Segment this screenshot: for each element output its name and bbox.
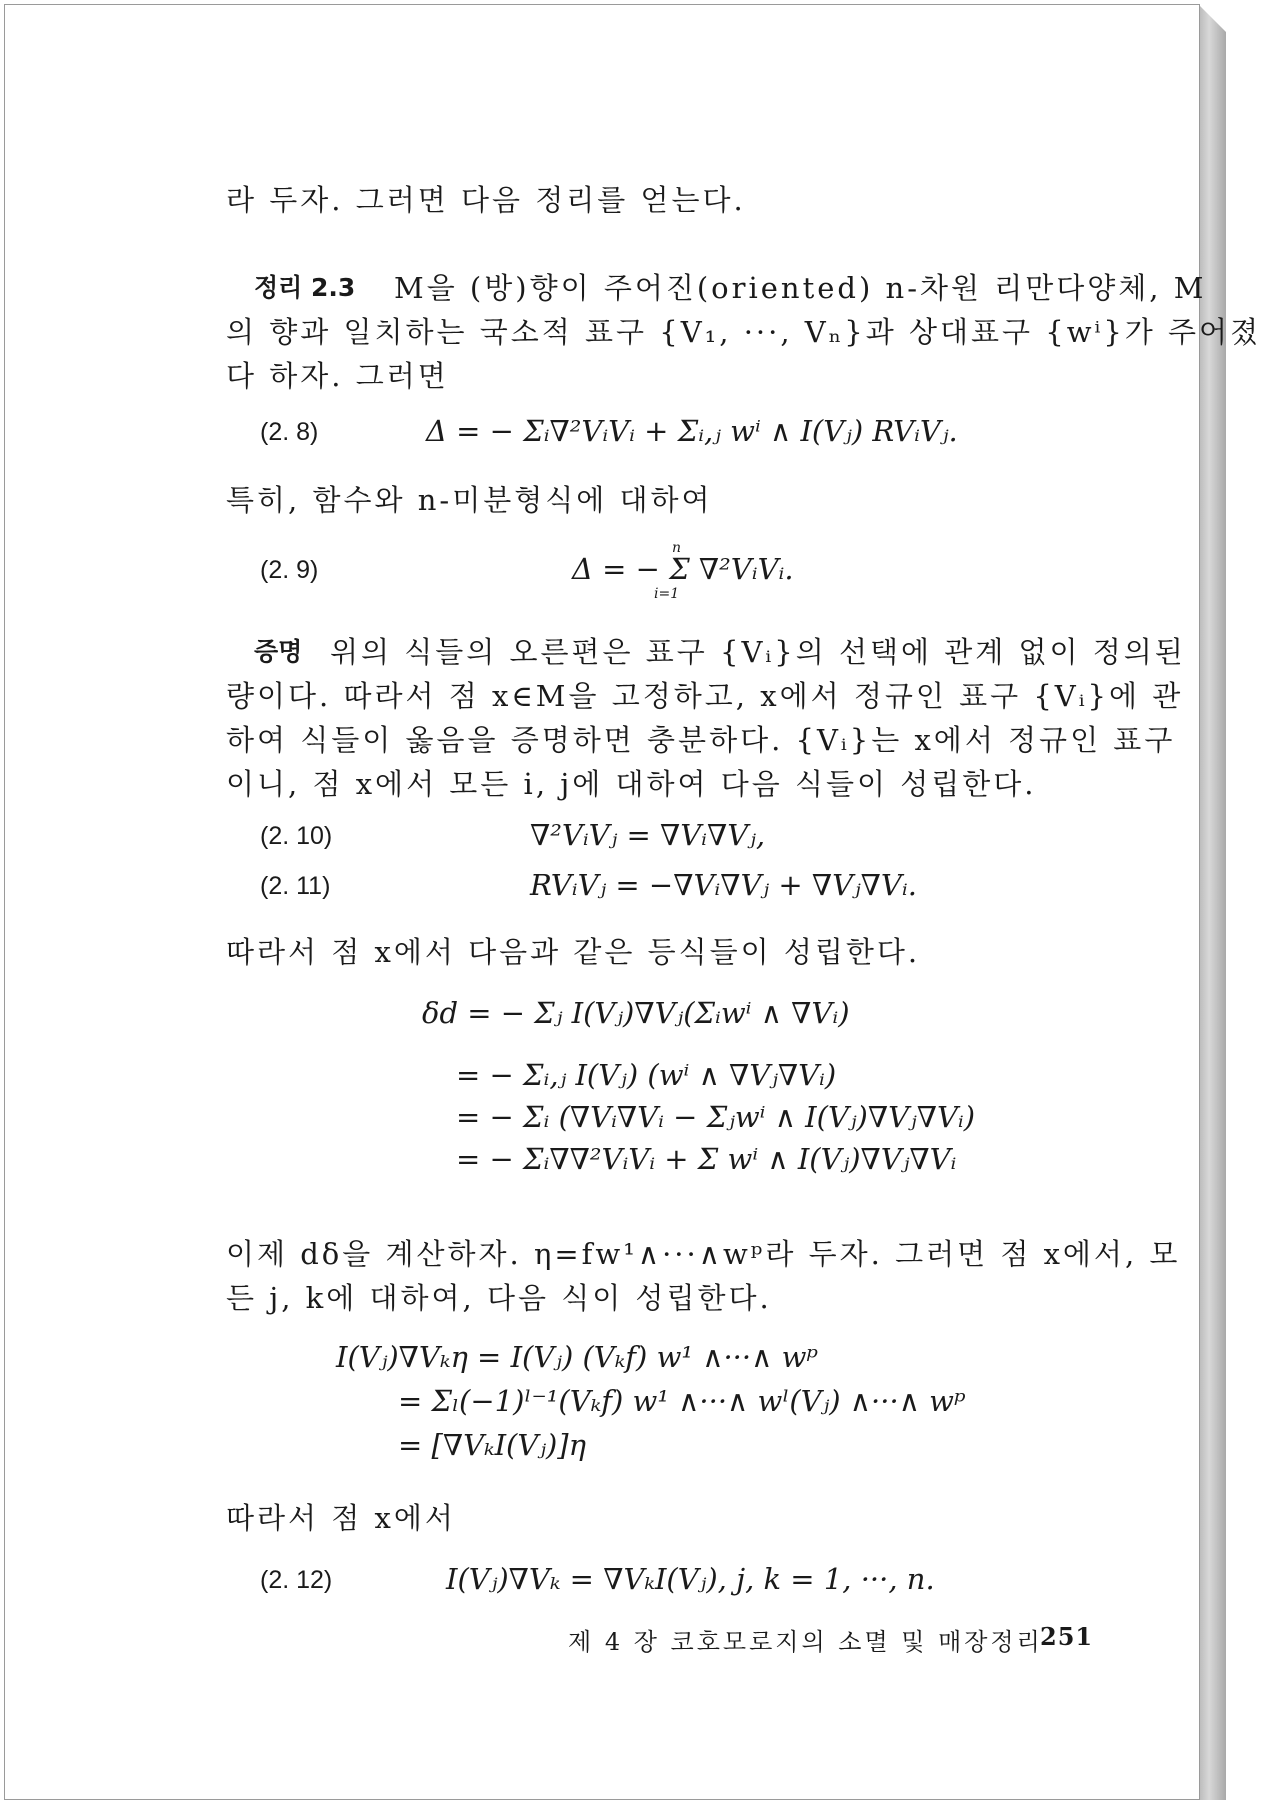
- eq-2-8-formula: Δ = − Σᵢ∇²VᵢVᵢ + Σᵢ,ⱼ wⁱ ∧ I(Vⱼ) RVᵢVⱼ.: [426, 414, 958, 448]
- eq-2-11-number: (2. 11): [260, 872, 331, 900]
- eq-2-10-number: (2. 10): [260, 822, 333, 850]
- eq-2-9-sum-top: n: [672, 540, 682, 556]
- eq-2-9-sum-bottom: i=1: [654, 586, 680, 602]
- eq-2-10-formula: ∇²VᵢVⱼ = ∇Vᵢ∇Vⱼ,: [530, 818, 766, 852]
- proof-text-3: 하여 식들이 옳음을 증명하면 충분하다. {Vᵢ}는 x에서 정규인 표구: [226, 723, 1176, 757]
- theorem-text-1: M을 (방)향이 주어진(oriented) n-차원 리만다양체, M: [394, 271, 1207, 305]
- proof-text-4: 이니, 점 x에서 모든 i, j에 대하여 다음 식들이 성립한다.: [226, 767, 1037, 801]
- theorem-text-2: 의 향과 일치하는 국소적 표구 {V₁, ···, Vₙ}과 상대표구 {wⁱ}가 주어졌: [226, 315, 1262, 349]
- intro-line: 라 두자. 그러면 다음 정리를 얻는다.: [226, 183, 746, 217]
- eq-2-9-number: (2. 9): [260, 556, 319, 584]
- derivation-2-line: = Σₗ(−1)ˡ⁻¹(Vₖf) w¹ ∧···∧ wˡ(Vⱼ) ∧···∧ wᵖ: [398, 1384, 966, 1418]
- page-number: 251: [1040, 1622, 1094, 1651]
- eq-2-11-formula: RVᵢVⱼ = −∇Vᵢ∇Vⱼ + ∇Vⱼ∇Vᵢ.: [530, 868, 917, 902]
- eq-2-8-number: (2. 8): [260, 418, 319, 446]
- derivation-2-line: = [∇VₖI(Vⱼ)]η: [398, 1428, 586, 1462]
- theorem-text-3: 다 하자. 그러면: [226, 359, 449, 393]
- proof-text-2: 량이다. 따라서 점 x∈M을 고정하고, x에서 정규인 표구 {Vᵢ}에 관: [226, 679, 1184, 713]
- now-line-1: 이제 dδ을 계산하자. η=fw¹∧···∧wᵖ라 두자. 그러면 점 x에서, 모: [226, 1237, 1181, 1271]
- derivation-1-line: δd = − Σⱼ I(Vⱼ)∇Vⱼ(Σᵢwⁱ ∧ ∇Vᵢ): [422, 996, 850, 1030]
- eq-2-12-formula: I(Vⱼ)∇Vₖ = ∇VₖI(Vⱼ), j, k = 1, ···, n.: [446, 1562, 935, 1596]
- therefore-line: 따라서 점 x에서 다음과 같은 등식들이 성립한다.: [226, 935, 921, 969]
- particular-line: 특히, 함수와 n-미분형식에 대하여: [226, 483, 713, 517]
- derivation-1-line: = − Σᵢ∇∇²VᵢVᵢ + Σ wⁱ ∧ I(Vⱼ)∇Vⱼ∇Vᵢ: [456, 1142, 957, 1176]
- footer-chapter: 제 4 장 코호모로지의 소멸 및 매장정리: [568, 1628, 1043, 1656]
- eq-2-12-number: (2. 12): [260, 1566, 333, 1594]
- derivation-1-line: = − Σᵢ,ⱼ I(Vⱼ) (wⁱ ∧ ∇Vⱼ∇Vᵢ): [456, 1058, 837, 1092]
- proof-text-1: 위의 식들의 오른편은 표구 {Vᵢ}의 선택에 관계 없이 정의된: [330, 635, 1186, 669]
- now-line-2: 든 j, k에 대하여, 다음 식이 성립한다.: [226, 1281, 772, 1315]
- theorem-label: 정리 2.3: [254, 273, 356, 302]
- eq-2-9-formula: Δ = − Σ ∇²VᵢVᵢ.: [572, 552, 794, 586]
- derivation-1-line: = − Σᵢ (∇Vᵢ∇Vᵢ − Σⱼwⁱ ∧ I(Vⱼ)∇Vⱼ∇Vᵢ): [456, 1100, 976, 1134]
- therefore2-line: 따라서 점 x에서: [226, 1501, 456, 1535]
- derivation-2-line: I(Vⱼ)∇Vₖη = I(Vⱼ) (Vₖf) w¹ ∧···∧ wᵖ: [336, 1340, 818, 1374]
- proof-label: 증명: [254, 637, 303, 666]
